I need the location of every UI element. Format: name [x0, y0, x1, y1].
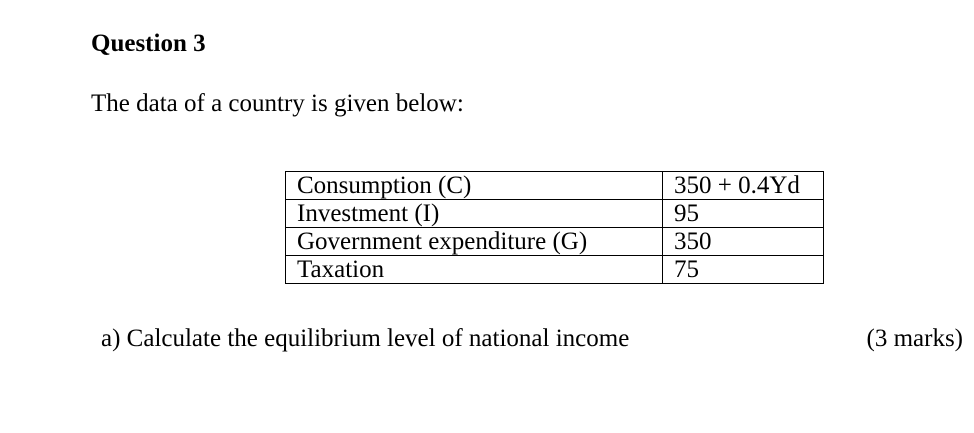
- row-value-consumption: 350 + 0.4Yd: [663, 172, 824, 200]
- question-intro: The data of a country is given below:: [91, 90, 464, 117]
- row-label-consumption: Consumption (C): [286, 172, 663, 200]
- row-label-taxation: Taxation: [286, 256, 663, 284]
- row-label-government-expenditure: Government expenditure (G): [286, 228, 663, 256]
- row-value-government-expenditure: 350: [663, 228, 824, 256]
- table-row: [286, 200, 824, 228]
- row-label-investment: Investment (I): [286, 200, 663, 228]
- economic-data-table: [285, 171, 824, 284]
- question-title: Question 3: [91, 30, 206, 57]
- question-part-a-marks: (3 marks): [866, 325, 963, 352]
- table-row: [286, 256, 824, 284]
- table-row: [286, 228, 824, 256]
- question-part-a: a) Calculate the equilibrium level of national income: [101, 325, 630, 352]
- row-value-investment: 95: [663, 200, 824, 228]
- row-value-taxation: 75: [663, 256, 824, 284]
- table-row: [286, 172, 824, 200]
